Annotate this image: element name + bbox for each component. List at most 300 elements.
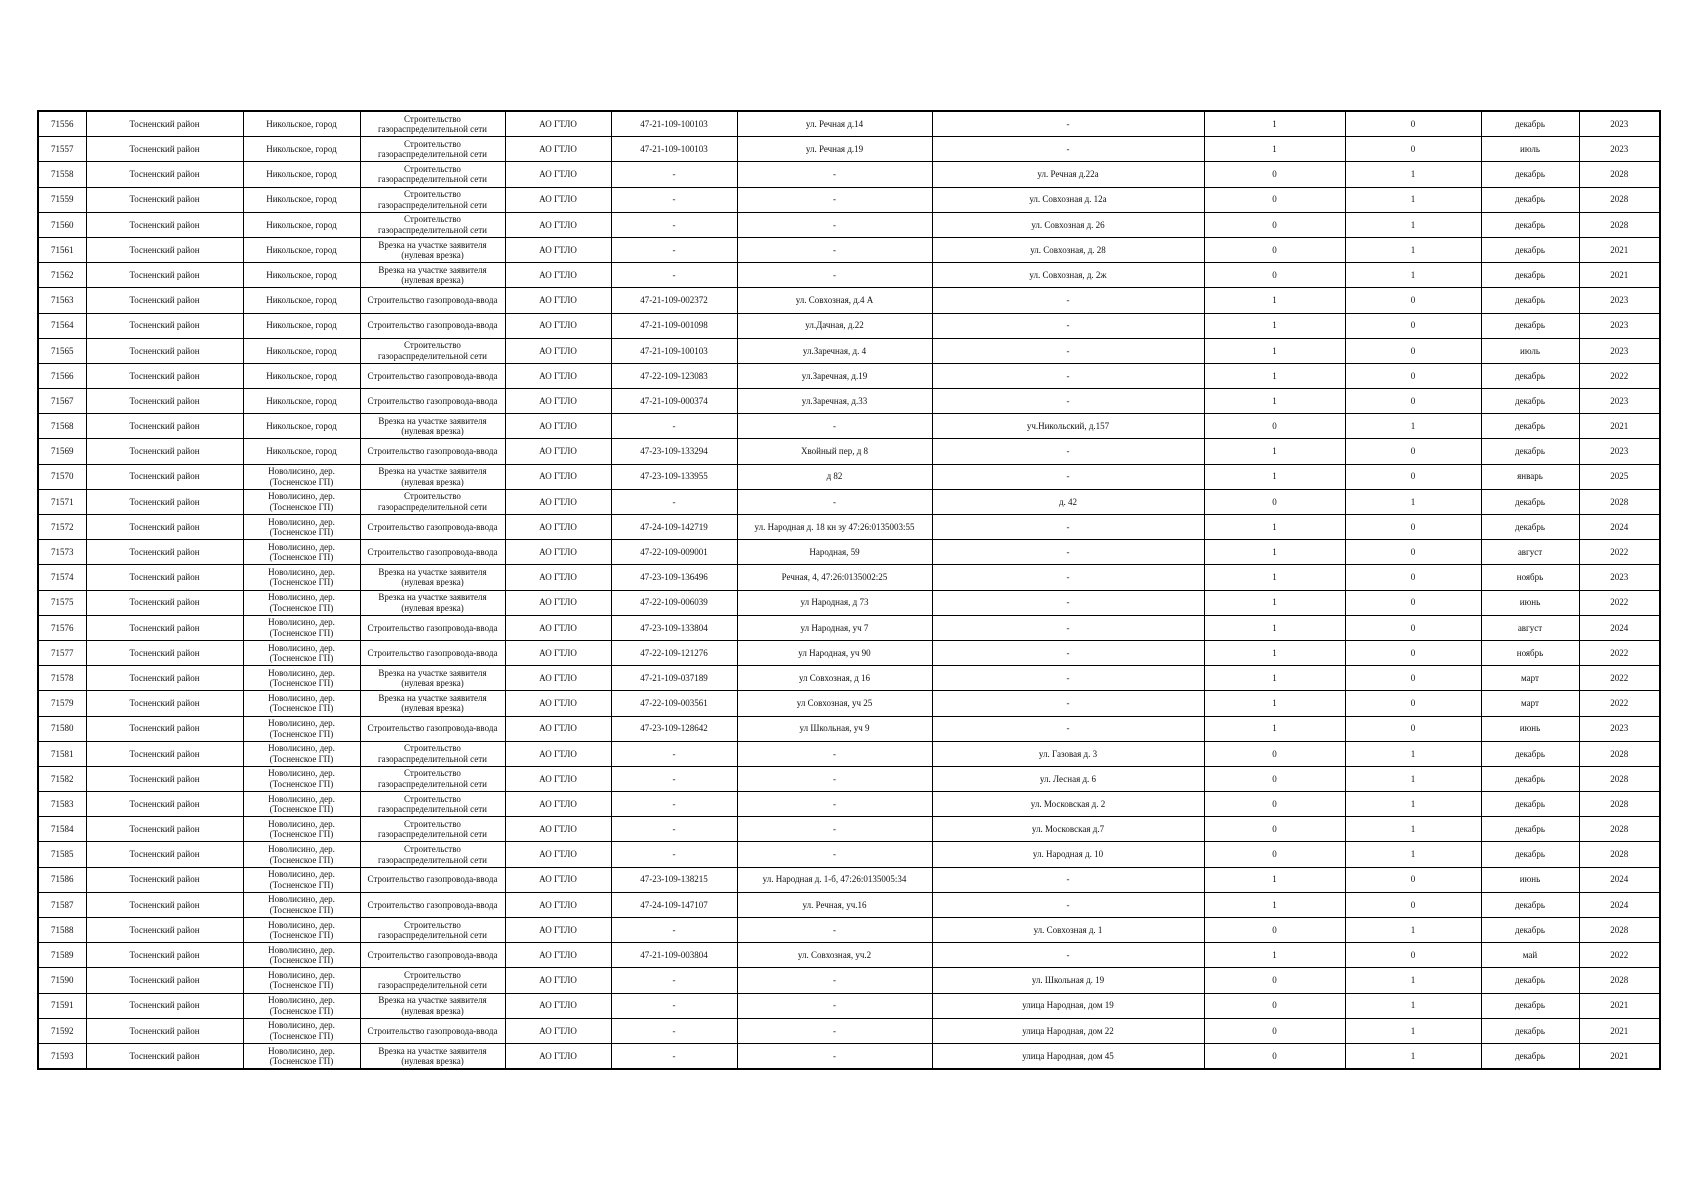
- cell-organization: АО ГТЛО: [505, 464, 611, 489]
- cell-id: 71556: [38, 111, 86, 137]
- cell-district: Тосненский район: [86, 137, 243, 162]
- cell-count-planned: 0: [1345, 943, 1481, 968]
- cell-work-type: Строительство газопровода-ввода: [360, 540, 505, 565]
- cell-count-connected: 0: [1204, 414, 1345, 439]
- cell-month: июль: [1481, 137, 1579, 162]
- cell-id: 71565: [38, 338, 86, 363]
- cell-year: 2024: [1579, 615, 1660, 640]
- cell-month: май: [1481, 943, 1579, 968]
- table-row: [38, 137, 1660, 162]
- cell-address-connected: -: [737, 414, 932, 439]
- cell-district: Тосненский район: [86, 288, 243, 313]
- cell-month: июнь: [1481, 590, 1579, 615]
- cell-count-connected: 0: [1204, 489, 1345, 514]
- cell-locality: Никольское, город: [243, 288, 360, 313]
- cell-address-connected: д 82: [737, 464, 932, 489]
- cell-address-connected: -: [737, 842, 932, 867]
- cell-count-planned: 1: [1345, 842, 1481, 867]
- table-row: [38, 918, 1660, 943]
- cell-locality: Новолисино, дер. (Тосненское ГП): [243, 540, 360, 565]
- cell-year: 2025: [1579, 464, 1660, 489]
- cell-district: Тосненский район: [86, 162, 243, 187]
- cell-month: декабрь: [1481, 162, 1579, 187]
- cell-organization: АО ГТЛО: [505, 716, 611, 741]
- cell-address-connected: ул Народная, уч 7: [737, 615, 932, 640]
- cell-count-planned: 0: [1345, 666, 1481, 691]
- cell-id: 71573: [38, 540, 86, 565]
- cell-year: 2022: [1579, 691, 1660, 716]
- cell-count-connected: 1: [1204, 439, 1345, 464]
- cell-locality: Никольское, город: [243, 137, 360, 162]
- cell-year: 2021: [1579, 414, 1660, 439]
- cell-cadastral-number: -: [611, 741, 737, 766]
- cell-id: 71567: [38, 389, 86, 414]
- cell-address-planned: -: [932, 615, 1204, 640]
- cell-count-connected: 0: [1204, 993, 1345, 1018]
- cell-id: 71588: [38, 918, 86, 943]
- cell-district: Тосненский район: [86, 111, 243, 137]
- cell-id: 71558: [38, 162, 86, 187]
- cell-district: Тосненский район: [86, 640, 243, 665]
- cell-cadastral-number: -: [611, 489, 737, 514]
- cell-month: июнь: [1481, 716, 1579, 741]
- cell-count-connected: 0: [1204, 741, 1345, 766]
- table-row: [38, 867, 1660, 892]
- cell-count-planned: 0: [1345, 363, 1481, 388]
- cell-work-type: Врезка на участке заявителя (нулевая врезка): [360, 590, 505, 615]
- cell-count-connected: 0: [1204, 842, 1345, 867]
- cell-address-connected: ул.Заречная, д.33: [737, 389, 932, 414]
- cell-count-planned: 0: [1345, 313, 1481, 338]
- cell-locality: Новолисино, дер. (Тосненское ГП): [243, 892, 360, 917]
- table-row: [38, 640, 1660, 665]
- cell-district: Тосненский район: [86, 212, 243, 237]
- cell-count-planned: 0: [1345, 288, 1481, 313]
- cell-district: Тосненский район: [86, 666, 243, 691]
- cell-organization: АО ГТЛО: [505, 867, 611, 892]
- cell-address-connected: Хвойный пер, д 8: [737, 439, 932, 464]
- cell-id: 71557: [38, 137, 86, 162]
- cell-id: 71571: [38, 489, 86, 514]
- table-row: [38, 817, 1660, 842]
- cell-address-planned: -: [932, 313, 1204, 338]
- cell-count-planned: 1: [1345, 187, 1481, 212]
- cell-work-type: Строительство газопровода-ввода: [360, 615, 505, 640]
- cell-year: 2028: [1579, 489, 1660, 514]
- cell-address-planned: ул. Речная д.22а: [932, 162, 1204, 187]
- cell-organization: АО ГТЛО: [505, 691, 611, 716]
- cell-count-planned: 1: [1345, 817, 1481, 842]
- cell-month: декабрь: [1481, 389, 1579, 414]
- table-row: [38, 464, 1660, 489]
- cell-id: 71559: [38, 187, 86, 212]
- cell-locality: Новолисино, дер. (Тосненское ГП): [243, 792, 360, 817]
- table-row: [38, 993, 1660, 1018]
- cell-organization: АО ГТЛО: [505, 993, 611, 1018]
- cell-month: декабрь: [1481, 263, 1579, 288]
- cell-count-connected: 1: [1204, 389, 1345, 414]
- cell-cadastral-number: 47-21-109-003804: [611, 943, 737, 968]
- cell-address-planned: ул. Газовая д. 3: [932, 741, 1204, 766]
- cell-organization: АО ГТЛО: [505, 515, 611, 540]
- cell-year: 2021: [1579, 237, 1660, 262]
- cell-work-type: Строительство газопровода-ввода: [360, 288, 505, 313]
- cell-address-connected: ул.Заречная, д. 4: [737, 338, 932, 363]
- cell-month: ноябрь: [1481, 640, 1579, 665]
- cell-cadastral-number: -: [611, 766, 737, 791]
- cell-count-connected: 1: [1204, 565, 1345, 590]
- cell-organization: АО ГТЛО: [505, 640, 611, 665]
- cell-work-type: Строительство газораспределительной сети: [360, 338, 505, 363]
- cell-address-connected: ул. Речная д.14: [737, 111, 932, 137]
- cell-count-planned: 1: [1345, 263, 1481, 288]
- cell-id: 71584: [38, 817, 86, 842]
- cell-count-connected: 1: [1204, 313, 1345, 338]
- cell-month: декабрь: [1481, 817, 1579, 842]
- cell-locality: Новолисино, дер. (Тосненское ГП): [243, 842, 360, 867]
- cell-address-planned: -: [932, 691, 1204, 716]
- cell-locality: Новолисино, дер. (Тосненское ГП): [243, 716, 360, 741]
- cell-address-planned: -: [932, 943, 1204, 968]
- cell-month: декабрь: [1481, 842, 1579, 867]
- cell-locality: Новолисино, дер. (Тосненское ГП): [243, 464, 360, 489]
- cell-id: 71575: [38, 590, 86, 615]
- cell-district: Тосненский район: [86, 414, 243, 439]
- cell-id: 71585: [38, 842, 86, 867]
- cell-id: 71562: [38, 263, 86, 288]
- cell-count-connected: 1: [1204, 288, 1345, 313]
- cell-count-planned: 0: [1345, 111, 1481, 137]
- cell-address-planned: улица Народная, дом 22: [932, 1018, 1204, 1043]
- cell-district: Тосненский район: [86, 741, 243, 766]
- cell-month: декабрь: [1481, 968, 1579, 993]
- cell-month: август: [1481, 615, 1579, 640]
- cell-address-connected: ул Совхозная, уч 25: [737, 691, 932, 716]
- cell-count-planned: 1: [1345, 237, 1481, 262]
- cell-count-connected: 0: [1204, 1018, 1345, 1043]
- cell-id: 71581: [38, 741, 86, 766]
- cell-address-connected: -: [737, 993, 932, 1018]
- cell-year: 2028: [1579, 842, 1660, 867]
- cell-locality: Никольское, город: [243, 162, 360, 187]
- cell-district: Тосненский район: [86, 237, 243, 262]
- cell-id: 71577: [38, 640, 86, 665]
- table-row: [38, 565, 1660, 590]
- cell-district: Тосненский район: [86, 464, 243, 489]
- cell-cadastral-number: 47-21-109-000374: [611, 389, 737, 414]
- cell-work-type: Строительство газораспределительной сети: [360, 212, 505, 237]
- cell-cadastral-number: 47-23-109-128642: [611, 716, 737, 741]
- cell-address-planned: -: [932, 363, 1204, 388]
- cell-id: 71587: [38, 892, 86, 917]
- cell-count-planned: 0: [1345, 540, 1481, 565]
- cell-work-type: Строительство газопровода-ввода: [360, 716, 505, 741]
- cell-district: Тосненский район: [86, 515, 243, 540]
- cell-id: 71569: [38, 439, 86, 464]
- cell-id: 71591: [38, 993, 86, 1018]
- cell-count-planned: 1: [1345, 212, 1481, 237]
- table-row: [38, 414, 1660, 439]
- cell-year: 2023: [1579, 716, 1660, 741]
- cell-count-planned: 0: [1345, 565, 1481, 590]
- cell-month: декабрь: [1481, 1018, 1579, 1043]
- cell-cadastral-number: -: [611, 1043, 737, 1069]
- cell-year: 2028: [1579, 968, 1660, 993]
- cell-year: 2023: [1579, 288, 1660, 313]
- table-row: [38, 615, 1660, 640]
- cell-address-connected: -: [737, 766, 932, 791]
- cell-id: 71563: [38, 288, 86, 313]
- cell-year: 2022: [1579, 540, 1660, 565]
- cell-cadastral-number: 47-23-109-133955: [611, 464, 737, 489]
- cell-address-planned: -: [932, 137, 1204, 162]
- cell-district: Тосненский район: [86, 892, 243, 917]
- cell-year: 2021: [1579, 993, 1660, 1018]
- cell-month: декабрь: [1481, 288, 1579, 313]
- cell-organization: АО ГТЛО: [505, 615, 611, 640]
- cell-count-planned: 0: [1345, 590, 1481, 615]
- cell-district: Тосненский район: [86, 842, 243, 867]
- cell-cadastral-number: -: [611, 1018, 737, 1043]
- cell-month: декабрь: [1481, 187, 1579, 212]
- table-row: [38, 968, 1660, 993]
- table-row: [38, 540, 1660, 565]
- cell-month: март: [1481, 666, 1579, 691]
- cell-cadastral-number: -: [611, 162, 737, 187]
- cell-work-type: Строительство газораспределительной сети: [360, 766, 505, 791]
- cell-address-connected: -: [737, 817, 932, 842]
- cell-cadastral-number: -: [611, 918, 737, 943]
- table-row: [38, 666, 1660, 691]
- cell-organization: АО ГТЛО: [505, 565, 611, 590]
- cell-address-planned: -: [932, 464, 1204, 489]
- cell-id: 71578: [38, 666, 86, 691]
- cell-district: Тосненский район: [86, 716, 243, 741]
- cell-work-type: Строительство газопровода-ввода: [360, 640, 505, 665]
- table-row: [38, 212, 1660, 237]
- cell-work-type: Врезка на участке заявителя (нулевая врезка): [360, 237, 505, 262]
- cell-cadastral-number: 47-21-109-100103: [611, 111, 737, 137]
- cell-district: Тосненский район: [86, 313, 243, 338]
- cell-locality: Новолисино, дер. (Тосненское ГП): [243, 666, 360, 691]
- cell-count-connected: 1: [1204, 464, 1345, 489]
- table-body: [38, 111, 1660, 1069]
- cell-id: 71576: [38, 615, 86, 640]
- cell-district: Тосненский район: [86, 918, 243, 943]
- cell-locality: Новолисино, дер. (Тосненское ГП): [243, 489, 360, 514]
- cell-count-connected: 0: [1204, 918, 1345, 943]
- cell-month: декабрь: [1481, 363, 1579, 388]
- cell-district: Тосненский район: [86, 817, 243, 842]
- cell-address-planned: ул. Лесная д. 6: [932, 766, 1204, 791]
- cell-work-type: Строительство газораспределительной сети: [360, 817, 505, 842]
- cell-work-type: Строительство газораспределительной сети: [360, 968, 505, 993]
- cell-year: 2022: [1579, 666, 1660, 691]
- cell-cadastral-number: -: [611, 842, 737, 867]
- cell-id: 71560: [38, 212, 86, 237]
- cell-id: 71566: [38, 363, 86, 388]
- cell-district: Тосненский район: [86, 766, 243, 791]
- cell-count-planned: 1: [1345, 993, 1481, 1018]
- table-row: [38, 237, 1660, 262]
- cell-locality: Никольское, город: [243, 237, 360, 262]
- cell-count-planned: 1: [1345, 162, 1481, 187]
- cell-year: 2024: [1579, 515, 1660, 540]
- cell-work-type: Строительство газораспределительной сети: [360, 489, 505, 514]
- cell-organization: АО ГТЛО: [505, 111, 611, 137]
- cell-id: 71574: [38, 565, 86, 590]
- cell-organization: АО ГТЛО: [505, 943, 611, 968]
- cell-year: 2028: [1579, 741, 1660, 766]
- cell-count-connected: 0: [1204, 766, 1345, 791]
- cell-cadastral-number: -: [611, 237, 737, 262]
- cell-count-connected: 1: [1204, 666, 1345, 691]
- cell-count-planned: 1: [1345, 489, 1481, 514]
- cell-cadastral-number: 47-23-109-138215: [611, 867, 737, 892]
- cell-id: 71590: [38, 968, 86, 993]
- cell-month: июнь: [1481, 867, 1579, 892]
- cell-address-planned: -: [932, 716, 1204, 741]
- cell-cadastral-number: -: [611, 968, 737, 993]
- cell-count-connected: 0: [1204, 1043, 1345, 1069]
- table-row: [38, 111, 1660, 137]
- table-row: [38, 187, 1660, 212]
- cell-year: 2028: [1579, 792, 1660, 817]
- cell-year: 2028: [1579, 918, 1660, 943]
- cell-count-planned: 1: [1345, 918, 1481, 943]
- cell-count-planned: 1: [1345, 968, 1481, 993]
- cell-id: 71561: [38, 237, 86, 262]
- cell-count-connected: 1: [1204, 515, 1345, 540]
- cell-locality: Новолисино, дер. (Тосненское ГП): [243, 943, 360, 968]
- cell-count-connected: 1: [1204, 590, 1345, 615]
- cell-count-connected: 0: [1204, 237, 1345, 262]
- cell-address-connected: ул. Народная д. 1-б, 47:26:0135005:34: [737, 867, 932, 892]
- cell-count-planned: 1: [1345, 792, 1481, 817]
- cell-count-connected: 1: [1204, 943, 1345, 968]
- cell-address-connected: -: [737, 1018, 932, 1043]
- cell-count-planned: 0: [1345, 640, 1481, 665]
- cell-count-planned: 0: [1345, 615, 1481, 640]
- table-row: [38, 1018, 1660, 1043]
- cell-district: Тосненский район: [86, 489, 243, 514]
- cell-count-connected: 1: [1204, 640, 1345, 665]
- cell-district: Тосненский район: [86, 867, 243, 892]
- cell-address-planned: -: [932, 515, 1204, 540]
- cell-address-planned: -: [932, 892, 1204, 917]
- cell-id: 71564: [38, 313, 86, 338]
- cell-organization: АО ГТЛО: [505, 389, 611, 414]
- cell-month: декабрь: [1481, 993, 1579, 1018]
- cell-count-planned: 1: [1345, 741, 1481, 766]
- cell-cadastral-number: -: [611, 263, 737, 288]
- cell-work-type: Строительство газопровода-ввода: [360, 515, 505, 540]
- cell-cadastral-number: -: [611, 993, 737, 1018]
- cell-district: Тосненский район: [86, 691, 243, 716]
- cell-organization: АО ГТЛО: [505, 792, 611, 817]
- cell-month: декабрь: [1481, 212, 1579, 237]
- cell-count-planned: 0: [1345, 867, 1481, 892]
- cell-organization: АО ГТЛО: [505, 741, 611, 766]
- cell-address-connected: -: [737, 187, 932, 212]
- cell-work-type: Строительство газораспределительной сети: [360, 137, 505, 162]
- cell-month: декабрь: [1481, 741, 1579, 766]
- cell-district: Тосненский район: [86, 1018, 243, 1043]
- cell-locality: Новолисино, дер. (Тосненское ГП): [243, 515, 360, 540]
- cell-year: 2023: [1579, 338, 1660, 363]
- cell-work-type: Врезка на участке заявителя (нулевая врезка): [360, 565, 505, 590]
- cell-address-planned: -: [932, 338, 1204, 363]
- cell-address-connected: -: [737, 237, 932, 262]
- cell-address-connected: -: [737, 792, 932, 817]
- cell-address-connected: ул.Дачная, д.22: [737, 313, 932, 338]
- cell-district: Тосненский район: [86, 439, 243, 464]
- cell-cadastral-number: 47-24-109-142719: [611, 515, 737, 540]
- cell-year: 2028: [1579, 212, 1660, 237]
- cell-locality: Новолисино, дер. (Тосненское ГП): [243, 691, 360, 716]
- cell-organization: АО ГТЛО: [505, 590, 611, 615]
- cell-organization: АО ГТЛО: [505, 439, 611, 464]
- cell-count-planned: 0: [1345, 515, 1481, 540]
- cell-locality: Никольское, город: [243, 389, 360, 414]
- cell-work-type: Врезка на участке заявителя (нулевая врезка): [360, 666, 505, 691]
- cell-organization: АО ГТЛО: [505, 666, 611, 691]
- cell-address-connected: Речная, 4, 47:26:0135002:25: [737, 565, 932, 590]
- cell-address-planned: ул. Народная д. 10: [932, 842, 1204, 867]
- cell-locality: Новолисино, дер. (Тосненское ГП): [243, 565, 360, 590]
- table-row: [38, 263, 1660, 288]
- cell-count-connected: 1: [1204, 867, 1345, 892]
- cell-organization: АО ГТЛО: [505, 187, 611, 212]
- cell-work-type: Врезка на участке заявителя (нулевая врезка): [360, 263, 505, 288]
- table-row: [38, 892, 1660, 917]
- cell-month: декабрь: [1481, 439, 1579, 464]
- cell-district: Тосненский район: [86, 1043, 243, 1069]
- cell-count-planned: 0: [1345, 464, 1481, 489]
- cell-count-planned: 1: [1345, 766, 1481, 791]
- cell-id: 71583: [38, 792, 86, 817]
- cell-count-planned: 0: [1345, 716, 1481, 741]
- cell-address-connected: ул. Речная, уч.16: [737, 892, 932, 917]
- cell-cadastral-number: 47-22-109-123083: [611, 363, 737, 388]
- cell-count-connected: 1: [1204, 363, 1345, 388]
- cell-address-planned: -: [932, 666, 1204, 691]
- cell-locality: Никольское, город: [243, 338, 360, 363]
- cell-month: декабрь: [1481, 766, 1579, 791]
- cell-month: январь: [1481, 464, 1579, 489]
- cell-district: Тосненский район: [86, 565, 243, 590]
- cell-address-connected: -: [737, 918, 932, 943]
- cell-count-connected: 1: [1204, 892, 1345, 917]
- cell-locality: Никольское, город: [243, 263, 360, 288]
- table-row: [38, 792, 1660, 817]
- table-row: [38, 162, 1660, 187]
- cell-address-connected: ул Школьная, уч 9: [737, 716, 932, 741]
- cell-id: 71586: [38, 867, 86, 892]
- cell-count-planned: 0: [1345, 338, 1481, 363]
- cell-address-planned: ул. Совхозная д. 26: [932, 212, 1204, 237]
- cell-locality: Никольское, город: [243, 414, 360, 439]
- cell-organization: АО ГТЛО: [505, 892, 611, 917]
- cell-district: Тосненский район: [86, 993, 243, 1018]
- cell-count-connected: 1: [1204, 716, 1345, 741]
- cell-address-planned: улица Народная, дом 19: [932, 993, 1204, 1018]
- cell-id: 71572: [38, 515, 86, 540]
- cell-id: 71568: [38, 414, 86, 439]
- cell-locality: Новолисино, дер. (Тосненское ГП): [243, 1018, 360, 1043]
- cell-id: 71589: [38, 943, 86, 968]
- cell-work-type: Строительство газораспределительной сети: [360, 918, 505, 943]
